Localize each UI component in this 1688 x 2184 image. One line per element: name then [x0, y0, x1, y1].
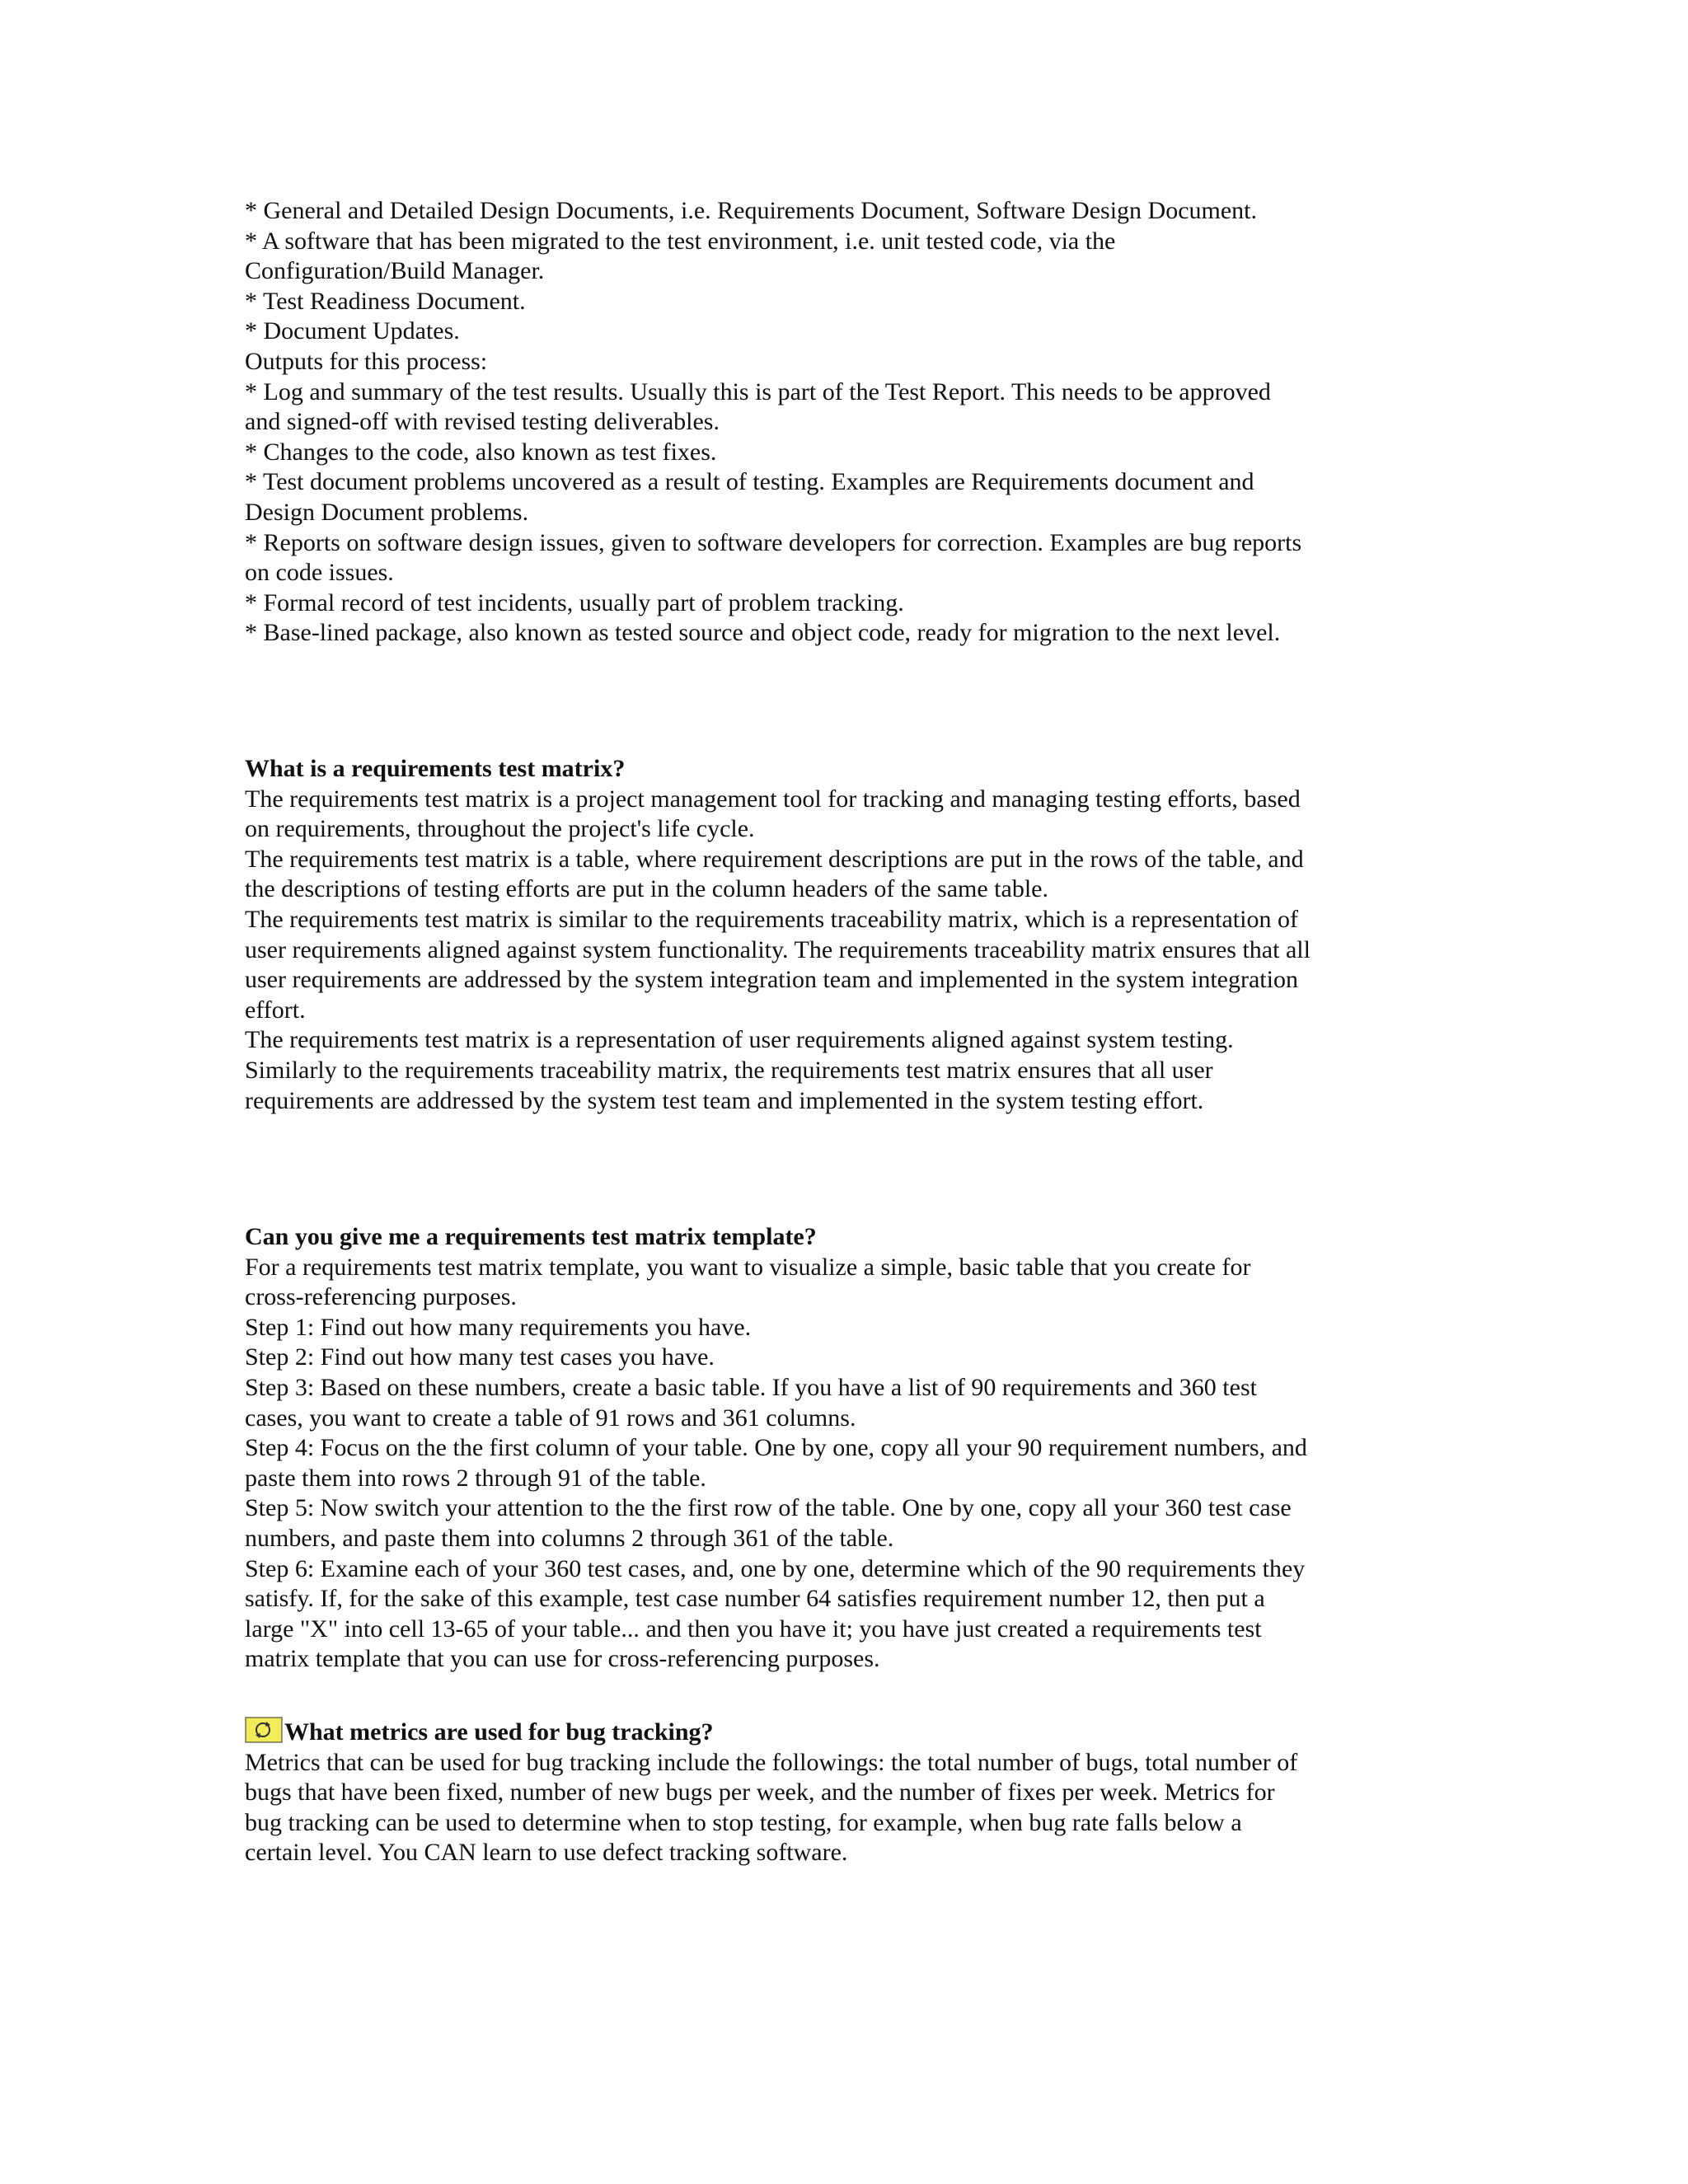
text-line: Step 3: Based on these numbers, create a basic table. If you have a list of 90 requirements and 360 test	[245, 1373, 1257, 1401]
text-line: * General and Detailed Design Documents, i.e. Requirements Document, Software Design Document.	[245, 197, 1257, 224]
requirements-test-matrix-section	[245, 754, 1448, 1116]
text-line: Step 4: Focus on the the first column of your table. One by one, copy all your 90 requirement numbers, and	[245, 1434, 1307, 1462]
text-line: satisfy. If, for the sake of this example, test case number 64 satisfies requirement number 12, then put a	[245, 1585, 1265, 1613]
inputs-outputs-section	[245, 196, 1448, 649]
section-heading: Can you give me a requirements test matrix template?	[245, 1223, 817, 1250]
section-heading-row	[245, 1717, 1448, 1748]
text-line: Similarly to the requirements traceability matrix, the requirements test matrix ensures that all user	[245, 1056, 1213, 1084]
text-line: Step 2: Find out how many test cases you have.	[245, 1343, 715, 1371]
text-line: * Document Updates.	[245, 317, 460, 345]
text-line: Step 6: Examine each of your 360 test cases, and, one by one, determine which of the 90 requirements they	[245, 1554, 1306, 1582]
text-line: Metrics that can be used for bug tracking include the followings: the total number of bugs, total number of	[245, 1748, 1298, 1776]
text-line: bugs that have been fixed, number of new bugs per week, and the number of fixes per week. Metrics for	[245, 1779, 1275, 1807]
text-line: bug tracking can be used to determine when to stop testing, for example, when bug rate falls below a	[245, 1808, 1242, 1836]
text-line: on code issues.	[245, 559, 394, 587]
text-line: * Test document problems uncovered as a result of testing. Examples are Requirements document and	[245, 468, 1254, 496]
text-line: * Base-lined package, also known as tested source and object code, ready for migration to the next level.	[245, 619, 1281, 647]
text-line: For a requirements test matrix template, you want to visualize a simple, basic table that you create for	[245, 1253, 1251, 1281]
bug-tracking-metrics-section	[245, 1717, 1448, 1868]
text-line: The requirements test matrix is a table, where requirement descriptions are put in the rows of the table, and	[245, 845, 1304, 873]
text-line: * Log and summary of the test results. Usually this is part of the Test Report. This needs to be approved	[245, 377, 1271, 405]
text-line: The requirements test matrix is a project management tool for tracking and managing testing efforts, based	[245, 785, 1301, 813]
text-line: * Reports on software design issues, given to software developers for correction. Examples are bug reports	[245, 528, 1302, 556]
text-line: matrix template that you can use for cross-referencing purposes.	[245, 1645, 880, 1673]
text-line: * Formal record of test incidents, usually part of problem tracking.	[245, 588, 904, 616]
text-line: Step 1: Find out how many requirements you have.	[245, 1313, 752, 1341]
section-heading: What metrics are used for bug tracking?	[284, 1718, 714, 1746]
text-line: Step 5: Now switch your attention to the the first row of the table. One by one, copy all your 360 test case	[245, 1494, 1292, 1522]
text-line: paste them into rows 2 through 91 of the table.	[245, 1464, 706, 1492]
text-line: * Test Readiness Document.	[245, 287, 526, 315]
text-line: numbers, and paste them into columns 2 through 361 of the table.	[245, 1524, 894, 1552]
yellow-refresh-icon	[245, 1717, 283, 1743]
text-line: effort.	[245, 996, 306, 1024]
text-line: and signed-off with revised testing deliverables.	[245, 408, 720, 436]
text-line: requirements are addressed by the system test team and implemented in the system testing effort.	[245, 1086, 1204, 1114]
text-line: cases, you want to create a table of 91 rows and 361 columns.	[245, 1404, 856, 1432]
text-line: user requirements are addressed by the system integration team and implemented in the system integration	[245, 966, 1298, 994]
text-line: cross-referencing purposes.	[245, 1283, 517, 1311]
text-line: user requirements aligned against system functionality. The requirements traceability matrix ensures that all	[245, 935, 1311, 963]
text-line: Outputs for this process:	[245, 347, 488, 375]
text-line: large "X" into cell 13-65 of your table... and then you have it; you have just created a requirements test	[245, 1615, 1262, 1643]
text-line: Configuration/Build Manager.	[245, 257, 545, 285]
text-line: the descriptions of testing efforts are put in the column headers of the same table.	[245, 875, 1048, 903]
text-line: * A software that has been migrated to the test environment, i.e. unit tested code, via the	[245, 227, 1116, 255]
matrix-template-section	[245, 1222, 1448, 1675]
text-line: on requirements, throughout the project's life cycle.	[245, 815, 755, 843]
text-line: Design Document problems.	[245, 498, 529, 526]
text-line: The requirements test matrix is similar to the requirements traceability matrix, which is a representation of	[245, 905, 1298, 933]
text-line: The requirements test matrix is a representation of user requirements aligned against system testing.	[245, 1026, 1234, 1054]
text-line: * Changes to the code, also known as test fixes.	[245, 438, 717, 466]
section-heading: What is a requirements test matrix?	[245, 755, 626, 782]
text-line: certain level. You CAN learn to use defect tracking software.	[245, 1839, 848, 1867]
